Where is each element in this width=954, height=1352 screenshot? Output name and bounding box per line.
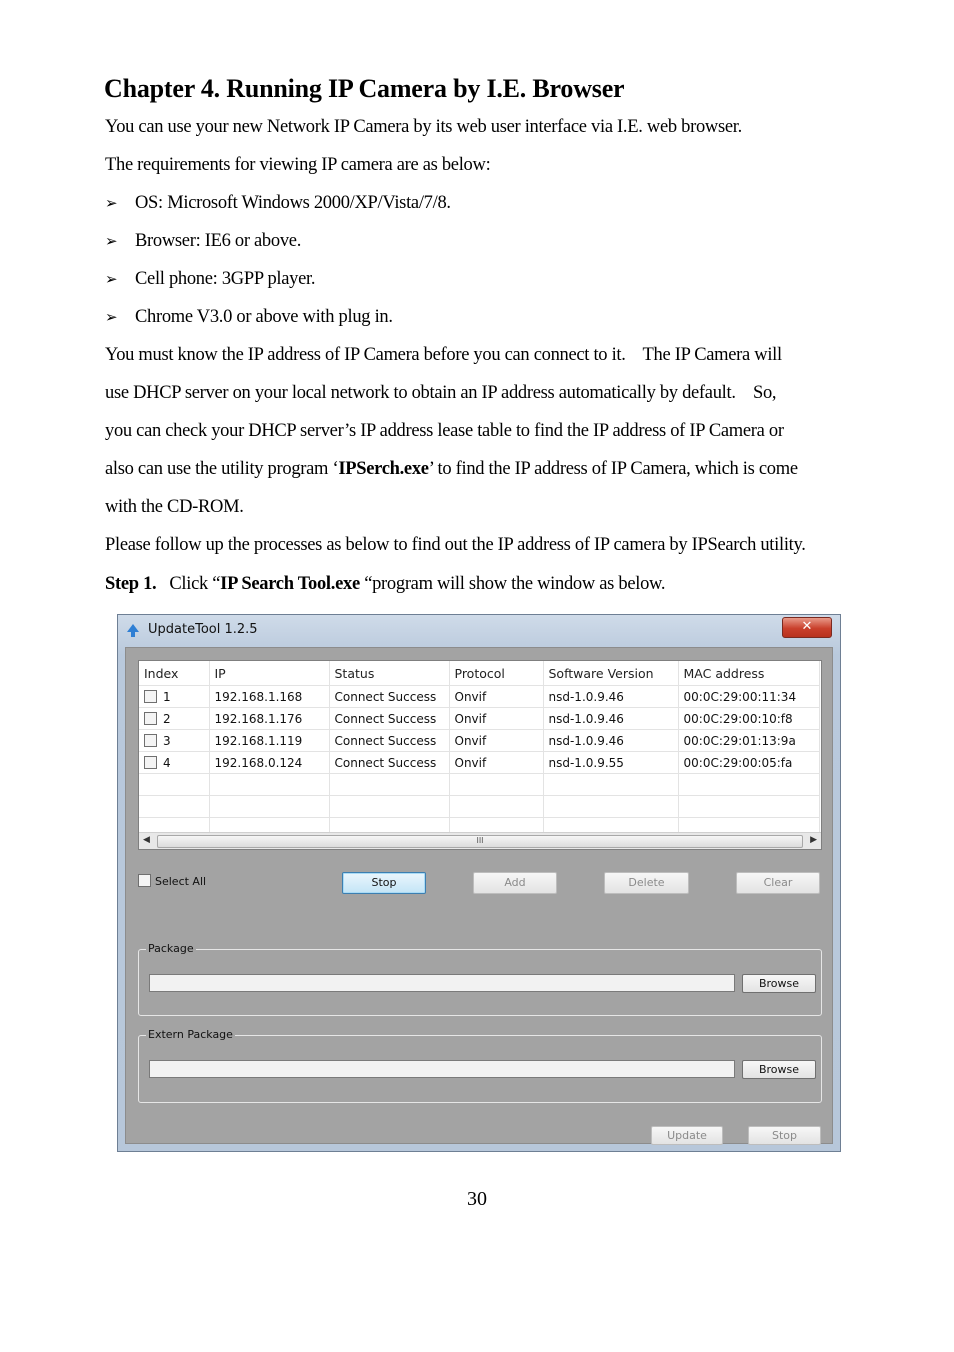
device-table	[139, 661, 820, 840]
arrow-bullet-icon: ➢	[105, 308, 118, 326]
program-name: IPSerch.exe	[338, 459, 429, 479]
arrow-bullet-icon: ➢	[105, 232, 118, 250]
arrow-bullet-icon: ➢	[105, 194, 118, 212]
status-cell: Connect Success	[329, 752, 449, 774]
step-line	[105, 574, 665, 595]
status-cell: Connect Success	[329, 708, 449, 730]
column-header[interactable]: MAC address	[678, 661, 819, 686]
column-header[interactable]: IP	[209, 661, 329, 686]
protocol-cell: Onvif	[449, 708, 543, 730]
update-button[interactable]: Update	[651, 1126, 723, 1145]
device-list	[138, 660, 822, 850]
app-arrow-icon	[127, 624, 139, 632]
empty-row	[139, 774, 819, 796]
requirement-text: Chrome V3.0 or above with plug in.	[135, 307, 393, 327]
extern-package-group	[138, 1028, 822, 1103]
select-all-checkbox[interactable]	[138, 874, 206, 888]
package-browse-button[interactable]: Browse	[742, 974, 816, 993]
paragraph-line-4	[105, 459, 798, 480]
table-row[interactable]	[139, 752, 819, 774]
index-value: 4	[163, 755, 171, 770]
index-cell	[139, 708, 209, 730]
index-cell	[139, 730, 209, 752]
column-header[interactable]: Status	[329, 661, 449, 686]
add-button[interactable]: Add	[473, 872, 557, 894]
table-row[interactable]	[139, 730, 819, 752]
version-cell: nsd-1.0.9.46	[543, 730, 678, 752]
intro-line-2: The requirements for viewing IP camera are as below:	[105, 155, 491, 175]
package-path-input[interactable]	[149, 974, 735, 992]
index-value: 1	[163, 689, 171, 704]
index-value: 3	[163, 733, 171, 748]
close-button[interactable]: ✕	[782, 617, 832, 638]
paragraph-line-3: you can check your DHCP server’s IP address lease table to find the IP address of IP Camera or	[105, 421, 784, 441]
text-segment: also can use the utility program ‘	[105, 459, 339, 479]
extern-package-label: Extern Package	[148, 1028, 233, 1041]
extern-package-path-input[interactable]	[149, 1060, 735, 1078]
bottom-stop-button[interactable]: Stop	[748, 1126, 821, 1145]
mac-cell: 00:0C:29:01:13:9a	[678, 730, 819, 752]
tool-name: IP Search Tool.exe	[220, 574, 360, 594]
row-checkbox[interactable]	[144, 756, 157, 769]
version-cell: nsd-1.0.9.46	[543, 708, 678, 730]
stop-button[interactable]: Stop	[342, 872, 426, 894]
step-label: Step 1.	[105, 574, 157, 594]
scroll-left-icon[interactable]: ◀	[143, 835, 150, 845]
clear-button[interactable]: Clear	[736, 872, 820, 894]
row-checkbox[interactable]	[144, 712, 157, 725]
scroll-right-icon[interactable]: ▶	[810, 835, 817, 845]
column-header[interactable]: Protocol	[449, 661, 543, 686]
window-title: UpdateTool 1.2.5	[148, 622, 258, 637]
index-cell	[139, 686, 209, 708]
requirement-text: OS: Microsoft Windows 2000/XP/Vista/7/8.	[135, 193, 451, 213]
requirement-item	[105, 307, 393, 328]
extern-browse-button[interactable]: Browse	[742, 1060, 816, 1079]
scroll-thumb[interactable]: III	[157, 835, 803, 848]
requirement-text: Cell phone: 3GPP player.	[135, 269, 316, 289]
text-segment: “program will show the window as below.	[359, 574, 666, 594]
column-header[interactable]: Software Version	[543, 661, 678, 686]
follow-line: Please follow up the processes as below to find out the IP address of IP camera by IPSearch utility.	[105, 535, 806, 555]
ip-cell: 192.168.1.119	[209, 730, 329, 752]
mac-cell: 00:0C:29:00:11:34	[678, 686, 819, 708]
update-tool-window	[117, 614, 841, 1152]
page-number: 30	[467, 1188, 487, 1210]
text-segment: Click “	[169, 574, 221, 594]
checkbox-box[interactable]	[138, 874, 151, 887]
text-segment: ’ to find the IP address of IP Camera, which is come	[428, 459, 798, 479]
title-bar	[118, 615, 840, 647]
requirement-item	[105, 193, 451, 214]
mac-cell: 00:0C:29:00:10:f8	[678, 708, 819, 730]
paragraph-line-5: with the CD-ROM.	[105, 497, 244, 517]
chapter-heading: Chapter 4. Running IP Camera by I.E. Browser	[104, 74, 625, 103]
row-checkbox[interactable]	[144, 690, 157, 703]
table-row[interactable]	[139, 708, 819, 730]
ip-cell: 192.168.0.124	[209, 752, 329, 774]
status-cell: Connect Success	[329, 686, 449, 708]
protocol-cell: Onvif	[449, 686, 543, 708]
select-all-label: Select All	[155, 875, 207, 888]
row-checkbox[interactable]	[144, 734, 157, 747]
window-client-area	[125, 647, 833, 1144]
delete-button[interactable]: Delete	[604, 872, 689, 894]
intro-line-1: You can use your new Network IP Camera by its web user interface via I.E. web browser.	[105, 117, 742, 137]
table-row[interactable]	[139, 686, 819, 708]
index-cell	[139, 752, 209, 774]
version-cell: nsd-1.0.9.55	[543, 752, 678, 774]
ip-cell: 192.168.1.168	[209, 686, 329, 708]
arrow-bullet-icon: ➢	[105, 270, 118, 288]
package-group	[138, 942, 822, 1016]
protocol-cell: Onvif	[449, 730, 543, 752]
empty-row	[139, 796, 819, 818]
table-header-row	[139, 661, 819, 686]
status-cell: Connect Success	[329, 730, 449, 752]
protocol-cell: Onvif	[449, 752, 543, 774]
version-cell: nsd-1.0.9.46	[543, 686, 678, 708]
requirement-item	[105, 231, 301, 252]
index-value: 2	[163, 711, 171, 726]
requirement-item	[105, 269, 315, 290]
requirement-text: Browser: IE6 or above.	[135, 231, 302, 251]
mac-cell: 00:0C:29:00:05:fa	[678, 752, 819, 774]
package-label: Package	[148, 942, 194, 955]
ip-cell: 192.168.1.176	[209, 708, 329, 730]
column-header[interactable]: Index	[139, 661, 209, 686]
paragraph-line-1: You must know the IP address of IP Camera before you can connect to it. The IP Camera will	[105, 345, 782, 365]
horizontal-scrollbar[interactable]	[139, 832, 821, 849]
paragraph-line-2: use DHCP server on your local network to obtain an IP address automatically by default. So,	[105, 383, 777, 403]
